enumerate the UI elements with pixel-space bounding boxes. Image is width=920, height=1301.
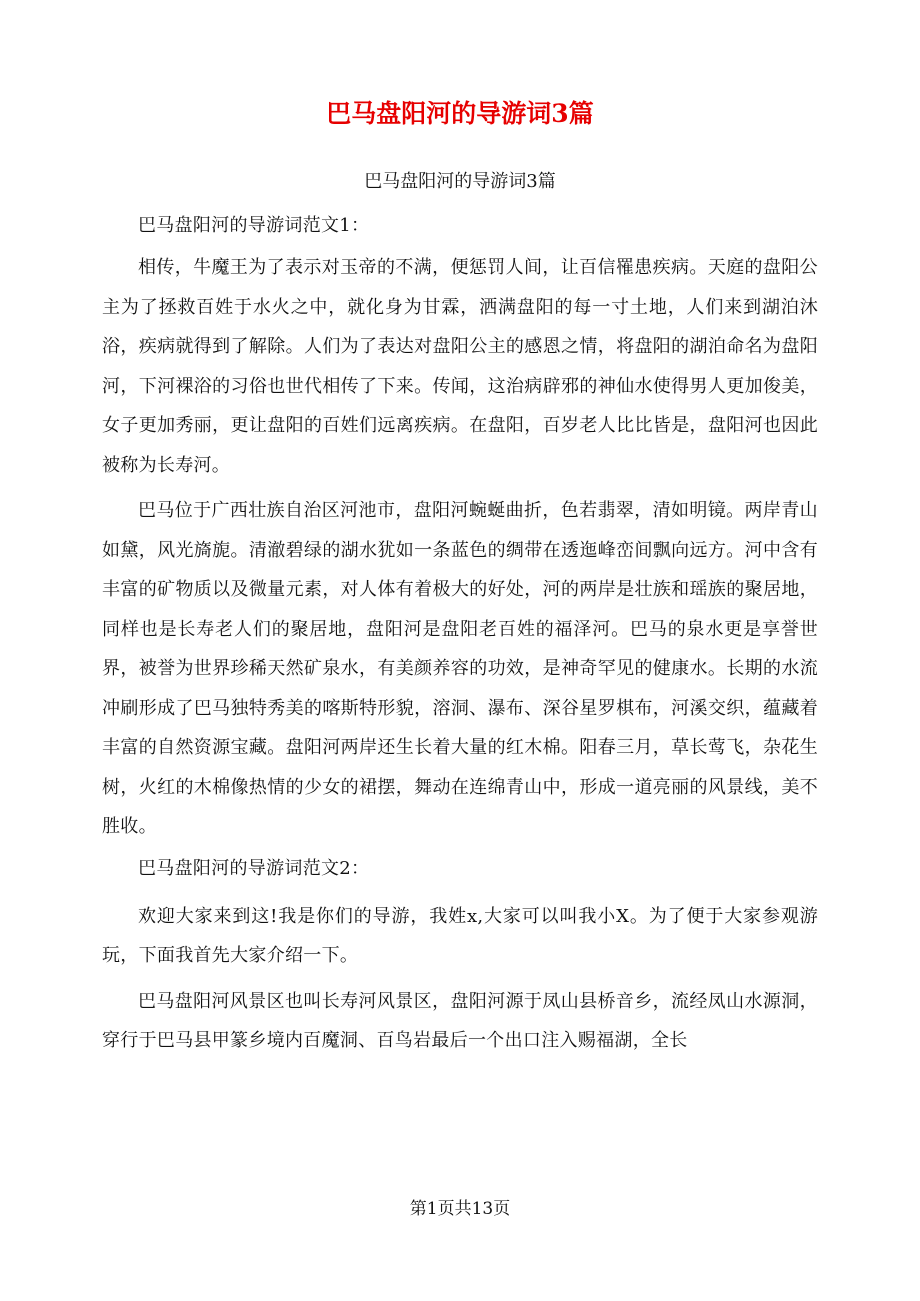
paragraph-geography: 巴马位于广西壮族自治区河池市，盘阳河蜿蜒曲折，色若翡翠，清如明镜。两岸青山如黛，风光旖旎。清澈碧绿的湖水犹如一条蓝色的绸带在透迤峰峦间飘向远方。河中含有丰富的矿物质以及微量元素，对人体有着极大的好处，河的两岸是壮族和瑶族的聚居地，同样也是长寿老人们的聚居地，盘阳河是盘阳老百姓的福泽河。巴马的泉水更是享誉世界，被誉为世界珍稀天然矿泉水，有美颜养容的功效，是神奇罕见的健康水。长期的水流冲刷形成了巴马独特秀美的喀斯特形貌，溶洞、瀑布、深谷星罗棋布，河溪交织，蕴藏着丰富的自然资源宝藏。盘阳河两岸还生长着大量的红木棉。阳春三月，草长莺飞，杂花生树，火红的木棉像热情的少女的裙摆，舞动在连绵青山中，形成一道亮丽的风景线，美不胜收。 [102,500,818,837]
section-heading-2: 巴马盘阳河的导游词范文2： [138,857,370,879]
paragraph-legend: 相传，牛魔王为了表示对玉帝的不满，便惩罚人间，让百信罹患疾病。天庭的盘阳公主为了拯救百姓于水火之中，就化身为甘霖，洒满盘阳的每一寸土地，人们来到湖泊沐浴，疾病就得到了解除。人们为了表达对盘阳公主的感恩之情，将盘阳的湖泊命名为盘阳河，下河裸浴的习俗也世代相传了下来。传闻，这治病辟邪的神仙水使得男人更加俊美，女子更加秀丽，更让盘阳的百姓们远离疾病。在盘阳，百岁老人比比皆是，盘阳河也因此被称为长寿河。 [102,257,818,476]
document-title: 巴马盘阳河的导游词3篇 [326,99,594,128]
paragraph-scenic-area: 巴马盘阳河风景区也叫长寿河风景区，盘阳河源于凤山县桥音乡，流经凤山水源洞，穿行于巴马县甲篆乡境内百魔洞、百鸟岩最后一个出口注入赐福湖，全长 [102,990,818,1051]
section-heading-1: 巴马盘阳河的导游词范文1： [138,215,370,236]
page-footer: 第1页共13页 [409,1199,511,1219]
document-body [102,160,818,1061]
document-subtitle: 巴马盘阳河的导游词3篇 [364,171,556,192]
paragraph-welcome: 欢迎大家来到这!我是你们的导游，我姓x,大家可以叫我小X。为了便于大家参观游玩，下面我首先大家介绍一下。 [102,905,818,966]
